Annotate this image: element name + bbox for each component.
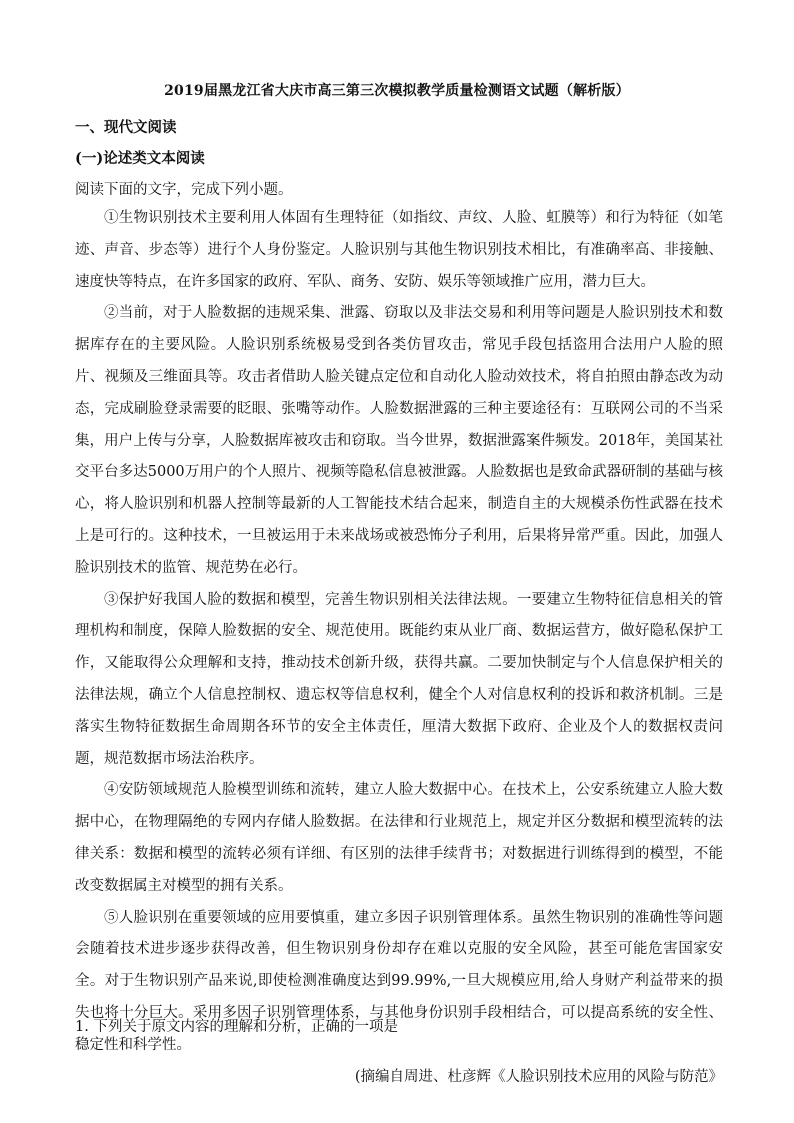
- reading-instruction: 阅读下面的文字，完成下列小题。: [75, 182, 293, 198]
- document-title: 2019届黑龙江省大庆市高三第三次模拟教学质量检测语文试题（解析版）: [164, 83, 630, 99]
- article-source: (摘编自周进、杜彦辉《人脸识别技术应用的风险与防范》: [354, 1068, 723, 1085]
- section-heading: 一、现代文阅读: [75, 119, 177, 136]
- question-1: 1. 下列关于原文内容的理解和分析，正确的一项是: [75, 1019, 398, 1035]
- paragraph-3: ③保护好我国人脸的数据和模型，完善生物识别相关法律法规。一要建立生物特征信息相关的管理机构和制度，保障人脸数据的安全、规范使用。既能约束从业厂商、数据运营方，做好隐私保护工作，又能取得公众理解和支持，推动技术创新升级，获得共赢。二要加快制定与个人信息保护相关的法律法规，确立个人信息控制权、遗忘权等信息权利，健全个人对信息权利的投诉和救济机制。三是落实生物特征数据生命周期各环节的安全主体责任，厘清大数据下政府、企业及个人的数据权责问题，规范数据市场法治秩序。: [75, 591, 723, 767]
- paragraph-2: ②当前，对于人脸数据的违规采集、泄露、窃取以及非法交易和利用等问题是人脸识别技术和数据库存在的主要风险。人脸识别系统极易受到各类仿冒攻击，常见手段包括盗用合法用户人脸的照片、视频及三维面具等。攻击者借助人脸关键点定位和自动化人脸动效技术，将自拍照由静态改为动态，完成刷脸登录需要的眨眼、张嘴等动作。人脸数据泄露的三种主要途径有：互联网公司的不当采集，用户上传与分享，人脸数据库被攻击和窃取。当今世界，数据泄露案件频发。2018年，美国某社交平台多达5000万用户的个人照片、视频等隐私信息被泄露。人脸数据也是致命武器研制的基础与核心，将人脸识别和机器人控制等最新的人工智能技术结合起来，制造自主的大规模杀伤性武器在技术上是可行的。这种技术，一旦被运用于未来战场或被恐怖分子利用，后果将异常严重。因此，加强人脸识别技术的监管、规范势在必行。: [75, 305, 723, 576]
- paragraph-5: ⑤人脸识别在重要领域的应用要慎重，建立多因子识别管理体系。虽然生物识别的准确性等问题会随着技术进步逐步获得改善，但生物识别身份却存在难以克服的安全风险，甚至可能危害国家安全。对于生物识别产品来说,即使检测准确度达到99.99%,一旦大规模应用,给人身财产利益带来的损失也将十分巨大。采用多因子识别管理体系，与其他身份识别手段相结合，可以提高系统的安全性、稳定性和科学性。: [75, 909, 723, 1053]
- article-body: [75, 203, 723, 1093]
- paragraph-1: ①生物识别技术主要利用人体固有生理特征（如指纹、声纹、人脸、虹膜等）和行为特征（如笔迹、声音、步态等）进行个人身份鉴定。人脸识别与其他生物识别技术相比，有准确率高、非接触、速度快等特点，在许多国家的政府、军队、商务、安防、娱乐等领域推广应用，潜力巨大。: [75, 210, 723, 290]
- subsection-heading: (一)论述类文本阅读: [75, 150, 205, 167]
- paragraph-4: ④安防领域规范人脸模型训练和流转，建立人脸大数据中心。在技术上，公安系统建立人脸大数据中心，在物理隔绝的专网内存储人脸数据。在法律和行业规范上，规定并区分数据和模型流转的法律关系：数据和模型的流转必须有详细、有区别的法律手续背书；对数据进行训练得到的模型，不能改变数据属主对模型的拥有关系。: [75, 782, 723, 894]
